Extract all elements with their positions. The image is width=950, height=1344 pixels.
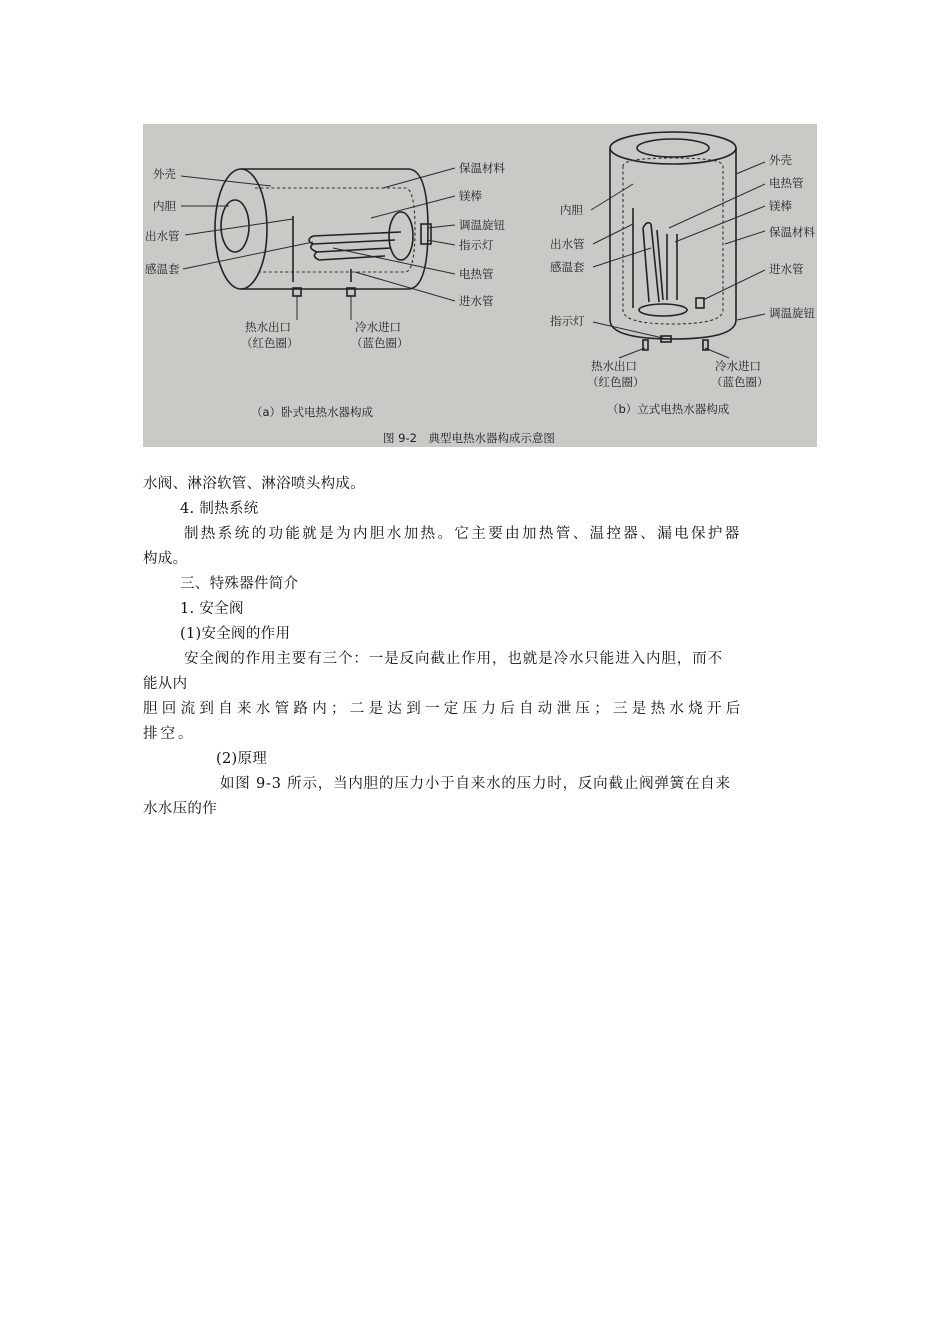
subsection-principle: (2)原理 [216, 751, 268, 767]
label-a-heater: 电热管 [459, 267, 494, 281]
subsection-valve-function: (1)安全阀的作用 [180, 626, 291, 642]
water-heater-figure [143, 124, 817, 447]
label-b-inner: 内胆 [560, 203, 583, 217]
label-b-inlet: 进水管 [769, 262, 804, 276]
vertical-heater-drawing [591, 132, 765, 358]
label-b-knob: 调温旋钮 [769, 306, 815, 320]
label-b-outlet: 出水管 [550, 237, 585, 251]
label-a-outlet: 出水管 [145, 229, 180, 243]
label-a-lamp: 指示灯 [459, 238, 494, 252]
section-special-components: 三、特殊器件简介 [180, 576, 299, 592]
label-b-hot-ring: （红色圈） [587, 375, 645, 389]
text-line-1: 水阀、淋浴软管、淋浴喷头构成。 [143, 476, 365, 492]
text-line-13: 如图 9-3 所示，当内胆的压力小于自来水的压力时，反向截止阀弹簧在自来 [220, 776, 731, 792]
figure-caption: 图 9-2 典型电热水器构成示意图 [383, 431, 555, 445]
text-line-10: 胆回流到自来水管路内；二是达到一定压力后自动泄压；三是热水烧开后 [143, 701, 745, 717]
caption-b: （b）立式电热水器构成 [607, 402, 730, 416]
label-a-inlet: 进水管 [459, 294, 494, 308]
label-b-shell: 外壳 [769, 153, 792, 167]
label-a-cold-inlet: 冷水进口 [355, 320, 401, 334]
label-b-cold-ring: （蓝色圈） [711, 375, 769, 389]
text-line-11: 排空。 [143, 726, 196, 742]
section-heating-system: 4. 制热系统 [180, 501, 259, 517]
text-line-8: 安全阀的作用主要有三个：一是反向截止作用，也就是冷水只能进入内胆，而不 [184, 651, 723, 667]
text-line-9: 能从内 [143, 676, 188, 692]
label-b-insulation: 保温材料 [769, 225, 815, 239]
label-a-knob: 调温旋钮 [459, 218, 505, 232]
section-safety-valve: 1. 安全阀 [180, 601, 244, 617]
water-heater-diagram [143, 124, 817, 447]
label-b-cold-inlet: 冷水进口 [715, 359, 761, 373]
text-line-3: 制热系统的功能就是为内胆水加热。它主要由加热管、温控器、漏电保护器 [184, 526, 742, 542]
label-b-heater: 电热管 [769, 176, 804, 190]
label-a-sensor: 感温套 [145, 262, 180, 276]
horizontal-heater-drawing [181, 168, 455, 320]
label-b-hot-outlet: 热水出口 [591, 359, 637, 373]
label-b-lamp: 指示灯 [550, 314, 585, 328]
caption-a: （a）卧式电热水器构成 [251, 405, 374, 419]
label-a-hot-ring: （红色圈） [241, 336, 299, 350]
label-a-cold-ring: （蓝色圈） [351, 336, 409, 350]
text-line-4: 构成。 [143, 551, 188, 567]
label-a-hot-outlet: 热水出口 [245, 320, 291, 334]
label-a-inner: 内胆 [153, 199, 176, 213]
label-b-rod: 镁棒 [769, 199, 792, 213]
label-a-shell: 外壳 [153, 167, 176, 181]
label-a-rod: 镁棒 [459, 189, 482, 203]
label-a-insulation: 保温材料 [459, 161, 505, 175]
label-b-sensor: 感温套 [550, 260, 585, 274]
text-line-14: 水水压的作 [143, 801, 217, 817]
